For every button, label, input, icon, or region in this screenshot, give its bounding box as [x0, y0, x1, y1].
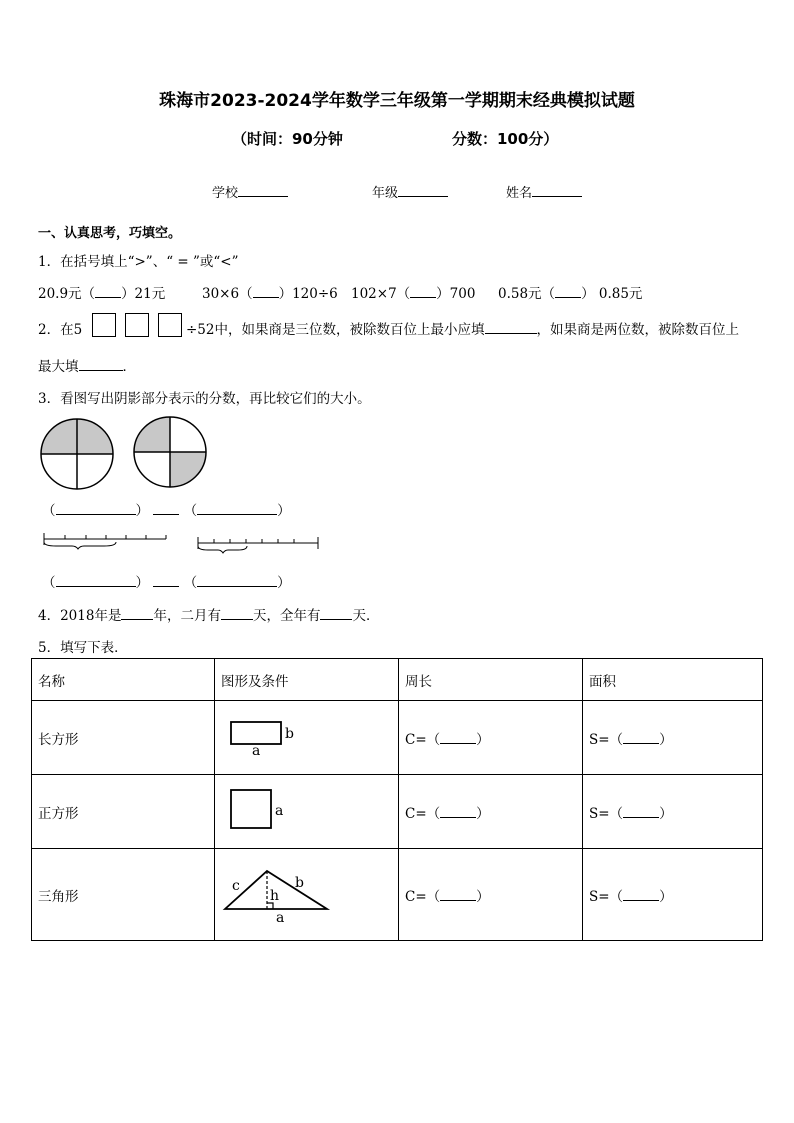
perimeter-blank[interactable]: [440, 731, 476, 744]
q1-item-4: 0.58元（ ） 0.85元: [498, 286, 643, 302]
area-blank[interactable]: [623, 805, 659, 818]
triangle-figure: [221, 863, 337, 923]
perimeter-cell: C=（ ）: [399, 775, 583, 849]
q3-answer-row-2: （ ） （ ）: [42, 575, 291, 591]
question-3-text: 3．看图写出阴影部分表示的分数，再比较它们的大小。: [38, 391, 371, 407]
shape-table: [31, 658, 763, 941]
q3-answer-row-1: （ ） （ ）: [42, 503, 291, 519]
header-area: 面积: [583, 659, 763, 701]
circle-figure-1: [41, 419, 113, 489]
table-header-row: [32, 659, 763, 701]
row-name: 长方形: [32, 701, 215, 775]
perimeter-cell: C=（ ）: [399, 701, 583, 775]
svg-text:h: h: [270, 887, 280, 904]
rectangle-cell: [215, 701, 399, 775]
area-cell: S=（ ）: [583, 775, 763, 849]
svg-text:a: a: [275, 802, 284, 819]
q4-blank-3[interactable]: [320, 607, 352, 620]
square-figure: [221, 785, 311, 835]
q3-blank-1[interactable]: [56, 502, 136, 515]
table-row: [32, 701, 763, 775]
q2-line-1: ÷52中，如果商是三位数，被除数百位上最小应填 ，如果商是两位数，被除数百位上: [186, 322, 739, 338]
q4-blank-2[interactable]: [221, 607, 253, 620]
q4-blank-1[interactable]: [121, 607, 153, 620]
segment-line-2: [198, 537, 318, 553]
table-row: [32, 775, 763, 849]
row-name: 正方形: [32, 775, 215, 849]
q1-item-2: 30×6（ ）120÷6: [202, 286, 338, 302]
q2-prefix: 2．在5: [38, 322, 83, 338]
row-name: 三角形: [32, 849, 215, 941]
q3-compare-2[interactable]: [153, 574, 179, 587]
table-row: [32, 849, 763, 941]
area-cell: S=（ ）: [583, 849, 763, 941]
perimeter-blank[interactable]: [440, 805, 476, 818]
area-blank[interactable]: [623, 888, 659, 901]
q1-item-1: 20.9元（ ）21元: [38, 286, 166, 302]
svg-text:a: a: [276, 909, 285, 923]
grade-label: 年级: [372, 186, 399, 201]
svg-text:a: a: [252, 742, 261, 756]
header-figure: 图形及条件: [215, 659, 399, 701]
perimeter-blank[interactable]: [440, 888, 476, 901]
rectangle-figure: [221, 716, 311, 756]
triangle-cell: [215, 849, 399, 941]
q3-blank-2[interactable]: [197, 502, 277, 515]
question-5-text: 5．填写下表．: [38, 640, 128, 656]
area-cell: S=（ ）: [583, 701, 763, 775]
exam-time: （时间：90分钟: [232, 130, 343, 148]
q2-line-2: 最大填 ．: [38, 359, 136, 375]
area-blank[interactable]: [623, 731, 659, 744]
exam-score: 分数：100分）: [452, 130, 559, 148]
section-heading: 一、认真思考，巧填空。: [38, 226, 182, 241]
question-4: 4．2018年是 年，二月有 天，全年有 天．: [38, 608, 380, 624]
q3-blank-4[interactable]: [197, 574, 277, 587]
svg-text:b: b: [295, 874, 304, 891]
segment-line-1: [44, 533, 166, 549]
svg-text:b: b: [285, 725, 294, 742]
header-perimeter: 周长: [399, 659, 583, 701]
perimeter-cell: C=（ ）: [399, 849, 583, 941]
question-1-text: 1．在括号填上“>”、“ = ”或“<”: [38, 254, 239, 270]
name-label: 姓名: [506, 186, 533, 201]
q3-compare-1[interactable]: [153, 502, 179, 515]
svg-text:c: c: [232, 877, 240, 894]
header-name: 名称: [32, 659, 215, 701]
q1-item-3: 102×7（ ）700: [351, 286, 476, 302]
school-label: 学校: [212, 186, 239, 201]
page-title: 珠海市2023-2024学年数学三年级第一学期期末经典模拟试题: [159, 91, 635, 111]
square-cell: [215, 775, 399, 849]
circle-figure-2: [134, 417, 206, 487]
q3-blank-3[interactable]: [56, 574, 136, 587]
